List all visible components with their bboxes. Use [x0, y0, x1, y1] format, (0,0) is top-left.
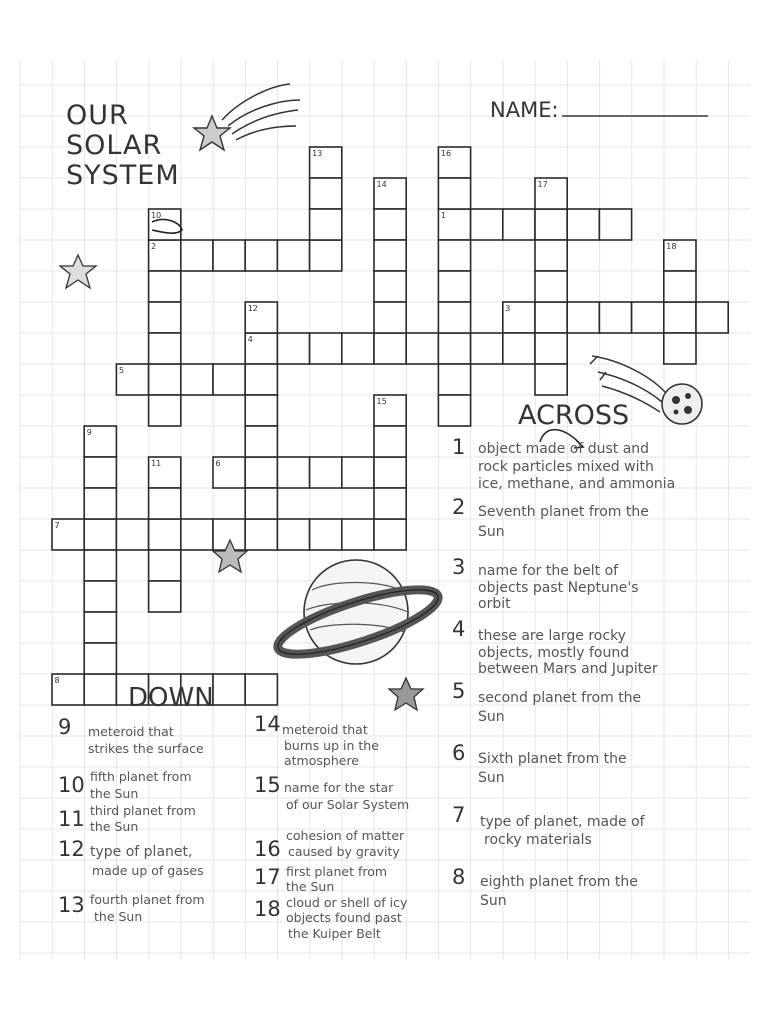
clue-text: meteroid that	[282, 722, 368, 737]
crossword-cell-number: 2	[151, 242, 157, 251]
clue-text: first planet from	[286, 864, 388, 879]
down-clue	[58, 892, 205, 924]
clue-number: 11	[58, 807, 85, 831]
crossword-cell[interactable]	[84, 519, 116, 550]
crossword-cell[interactable]	[374, 302, 406, 333]
clue-number: 9	[58, 715, 72, 739]
across-clue	[452, 495, 649, 540]
crossword-cell[interactable]	[245, 457, 277, 488]
clue-text: orbit	[478, 596, 511, 612]
crossword-cell[interactable]	[213, 364, 245, 395]
clue-text: caused by gravity	[288, 844, 400, 859]
crossword-cell[interactable]	[310, 178, 342, 209]
crossword-cell[interactable]	[149, 364, 181, 395]
crossword-cell[interactable]	[406, 333, 438, 364]
down-clue	[254, 895, 408, 941]
crossword-cell[interactable]	[374, 333, 406, 364]
crossword-cell[interactable]	[149, 581, 181, 612]
crossword-cell[interactable]	[84, 643, 116, 674]
clue-text: Sun	[478, 524, 505, 540]
crossword-cell[interactable]	[245, 364, 277, 395]
clue-number: 15	[254, 773, 281, 797]
clue-number: 6	[452, 741, 466, 765]
clue-number: 12	[58, 837, 85, 861]
crossword-cell[interactable]	[149, 488, 181, 519]
clue-text: second planet from the	[478, 690, 642, 706]
title-line-3: SYSTEM	[66, 160, 180, 191]
clue-text: third planet from	[90, 803, 196, 818]
clue-text: objects, mostly found	[478, 645, 630, 661]
crossword-cell[interactable]	[245, 240, 277, 271]
clue-text: of our Solar System	[286, 797, 410, 812]
crossword-cell-number: 7	[54, 521, 60, 530]
crossword-cell-number: 18	[666, 242, 677, 251]
down-clue	[58, 837, 204, 878]
crossword-cell[interactable]	[696, 302, 728, 333]
crossword-cell[interactable]	[374, 209, 406, 240]
clue-text: the Sun	[90, 786, 139, 801]
title-line-1: OUR	[66, 100, 129, 131]
crossword-cell[interactable]	[310, 457, 342, 488]
clue-text: fifth planet from	[90, 769, 192, 784]
crossword-cell-number: 9	[86, 428, 92, 437]
clue-text: the Sun	[90, 819, 139, 834]
crossword-cell[interactable]	[374, 426, 406, 457]
clue-text: made up of gases	[92, 863, 204, 878]
clue-text: cohesion of matter	[286, 828, 405, 843]
crossword-cell-number: 3	[505, 304, 511, 313]
crossword-cell-number: 17	[537, 180, 548, 189]
crossword-cell-number: 15	[376, 397, 387, 406]
name-field[interactable]	[490, 98, 708, 122]
clue-number: 1	[452, 435, 466, 459]
crossword-cell[interactable]	[438, 395, 470, 426]
clue-number: 10	[58, 773, 85, 797]
clue-text: eighth planet from the	[480, 874, 638, 890]
crossword-cell[interactable]	[181, 364, 213, 395]
crossword-cell[interactable]	[245, 426, 277, 457]
clue-text: these are large rocky	[478, 628, 626, 644]
crossword-cell[interactable]	[310, 209, 342, 240]
crossword-cell[interactable]	[84, 581, 116, 612]
crossword-cell[interactable]	[535, 240, 567, 271]
crossword-cell[interactable]	[374, 488, 406, 519]
crossword-cell[interactable]	[342, 519, 374, 550]
clue-text: objects found past	[286, 910, 402, 925]
crossword-cell[interactable]	[374, 240, 406, 271]
clue-text: object made of dust and	[478, 441, 650, 457]
clue-text: Sun	[478, 709, 505, 725]
clue-text: cloud or shell of icy	[286, 895, 408, 910]
crossword-cell[interactable]	[438, 271, 470, 302]
clue-text: between Mars and Jupiter	[478, 661, 658, 677]
crossword-cell[interactable]	[342, 333, 374, 364]
clue-number: 17	[254, 865, 281, 889]
clue-text: rock particles mixed with	[478, 459, 654, 475]
crossword-cell[interactable]	[438, 302, 470, 333]
crossword-cell[interactable]	[84, 488, 116, 519]
clue-number: 13	[58, 893, 85, 917]
crossword-cell-number: 13	[312, 149, 323, 158]
clue-text: objects past Neptune's	[478, 580, 639, 596]
crossword-cell-number: 16	[440, 149, 452, 158]
crossword-cell[interactable]	[277, 333, 309, 364]
crossword-cell[interactable]	[567, 209, 599, 240]
across-clue	[452, 617, 658, 677]
saturn-planet-icon	[272, 560, 444, 667]
clue-text: strikes the surface	[88, 741, 204, 756]
crossword-cell[interactable]	[277, 240, 309, 271]
shooting-star-icon	[194, 84, 300, 150]
crossword-cell[interactable]	[181, 240, 213, 271]
across-clue	[452, 679, 641, 725]
clue-text: meteroid that	[88, 724, 174, 739]
down-clue	[58, 769, 192, 801]
crossword-cell[interactable]	[310, 333, 342, 364]
clue-text: ice, methane, and ammonia	[478, 476, 676, 492]
clue-number: 3	[452, 555, 466, 579]
clue-number: 2	[452, 495, 466, 519]
crossword-cell[interactable]	[374, 271, 406, 302]
clue-number: 5	[452, 679, 466, 703]
crossword-cell[interactable]	[84, 457, 116, 488]
crossword-cell-number: 14	[376, 180, 387, 189]
crossword-cell[interactable]	[535, 271, 567, 302]
crossword-cell[interactable]	[664, 271, 696, 302]
clue-number: 8	[452, 865, 466, 889]
across-clue	[452, 865, 638, 909]
crossword-cell-number: 4	[247, 335, 253, 344]
crossword-cell[interactable]	[213, 240, 245, 271]
crossword-cell[interactable]	[438, 333, 470, 364]
across-clue	[452, 435, 675, 492]
crossword-cell[interactable]	[277, 519, 309, 550]
name-label: NAME:	[490, 98, 559, 122]
clue-text: rocky materials	[484, 832, 592, 848]
crossword-cell[interactable]	[84, 612, 116, 643]
crossword-cell[interactable]	[374, 519, 406, 550]
down-clue	[254, 828, 405, 861]
crossword-cell[interactable]	[503, 333, 535, 364]
crossword-cell[interactable]	[149, 302, 181, 333]
crossword-cell[interactable]	[599, 302, 631, 333]
crossword-cell[interactable]	[438, 178, 470, 209]
crossword-cell[interactable]	[438, 240, 470, 271]
clue-text: fourth planet from	[90, 892, 205, 907]
crossword-cell[interactable]	[310, 519, 342, 550]
crossword-cell-number: 1	[440, 211, 446, 220]
clue-text: the Sun	[94, 909, 143, 924]
clue-text: type of planet, made of	[480, 814, 645, 830]
crossword-cell[interactable]	[149, 550, 181, 581]
clue-text: the Sun	[286, 879, 335, 894]
clue-number: 18	[254, 897, 281, 921]
crossword-cell[interactable]	[342, 457, 374, 488]
crossword-cell-number: 11	[151, 459, 162, 468]
clue-number: 14	[254, 712, 281, 736]
crossword-cell[interactable]	[310, 240, 342, 271]
clue-text: Seventh planet from the	[478, 504, 649, 520]
clue-text: the Kuiper Belt	[288, 926, 381, 941]
clue-text: burns up in the	[284, 738, 379, 753]
crossword-cell[interactable]	[149, 271, 181, 302]
crossword-cell-number: 6	[215, 459, 221, 468]
crossword-cell[interactable]	[374, 457, 406, 488]
crossword-cell[interactable]	[664, 333, 696, 364]
down-clue	[254, 864, 387, 894]
crossword-cell[interactable]	[277, 457, 309, 488]
crossword-cell[interactable]	[213, 674, 245, 705]
crossword-cell[interactable]	[535, 209, 567, 240]
across-clue	[452, 741, 627, 786]
clue-number: 16	[254, 837, 281, 861]
across-heading: ACROSS	[518, 400, 630, 431]
crossword-cell-number: 12	[247, 304, 258, 313]
crossword-cell[interactable]	[664, 302, 696, 333]
crossword-cell[interactable]	[149, 519, 181, 550]
crossword-cell[interactable]	[245, 395, 277, 426]
across-clue	[452, 555, 639, 612]
crossword-cell[interactable]	[149, 395, 181, 426]
crossword-cell[interactable]	[535, 302, 567, 333]
clue-text: Sixth planet from the	[478, 751, 627, 767]
crossword-cell-number: 8	[54, 676, 60, 685]
down-clue-list	[58, 712, 409, 941]
clue-text: name for the belt of	[478, 563, 619, 579]
crossword-cell[interactable]	[116, 519, 148, 550]
crossword-cell[interactable]	[503, 209, 535, 240]
crossword-cell[interactable]	[632, 302, 664, 333]
crossword-cell-number: 5	[118, 366, 124, 375]
crossword-cell[interactable]	[245, 488, 277, 519]
crossword-cell[interactable]	[149, 333, 181, 364]
crossword-cell[interactable]	[438, 364, 470, 395]
title-line-2: SOLAR	[66, 130, 163, 161]
crossword-cell[interactable]	[84, 674, 116, 705]
worksheet-title	[66, 100, 180, 191]
crossword-cell[interactable]	[535, 333, 567, 364]
clue-text: name for the star	[284, 780, 394, 795]
clue-text: Sun	[478, 770, 505, 786]
crossword-cell[interactable]	[181, 519, 213, 550]
crossword-cell[interactable]	[245, 674, 277, 705]
clue-number: 7	[452, 803, 466, 827]
crossword-cell[interactable]	[471, 209, 503, 240]
across-clue-list	[452, 435, 675, 909]
crossword-cell[interactable]	[471, 333, 503, 364]
clue-text: Sun	[480, 893, 507, 909]
down-heading: DOWN	[128, 683, 214, 713]
crossword-cell-number: 10	[151, 211, 162, 220]
clue-number: 4	[452, 617, 466, 641]
crossword-cell[interactable]	[567, 302, 599, 333]
crossword-cell[interactable]	[535, 364, 567, 395]
crossword-cell[interactable]	[599, 209, 631, 240]
crossword-cell[interactable]	[245, 519, 277, 550]
clue-text: atmosphere	[284, 753, 359, 768]
clue-text: type of planet,	[90, 844, 193, 860]
across-clue	[452, 803, 646, 848]
crossword-cell[interactable]	[84, 550, 116, 581]
down-clue	[254, 712, 379, 768]
